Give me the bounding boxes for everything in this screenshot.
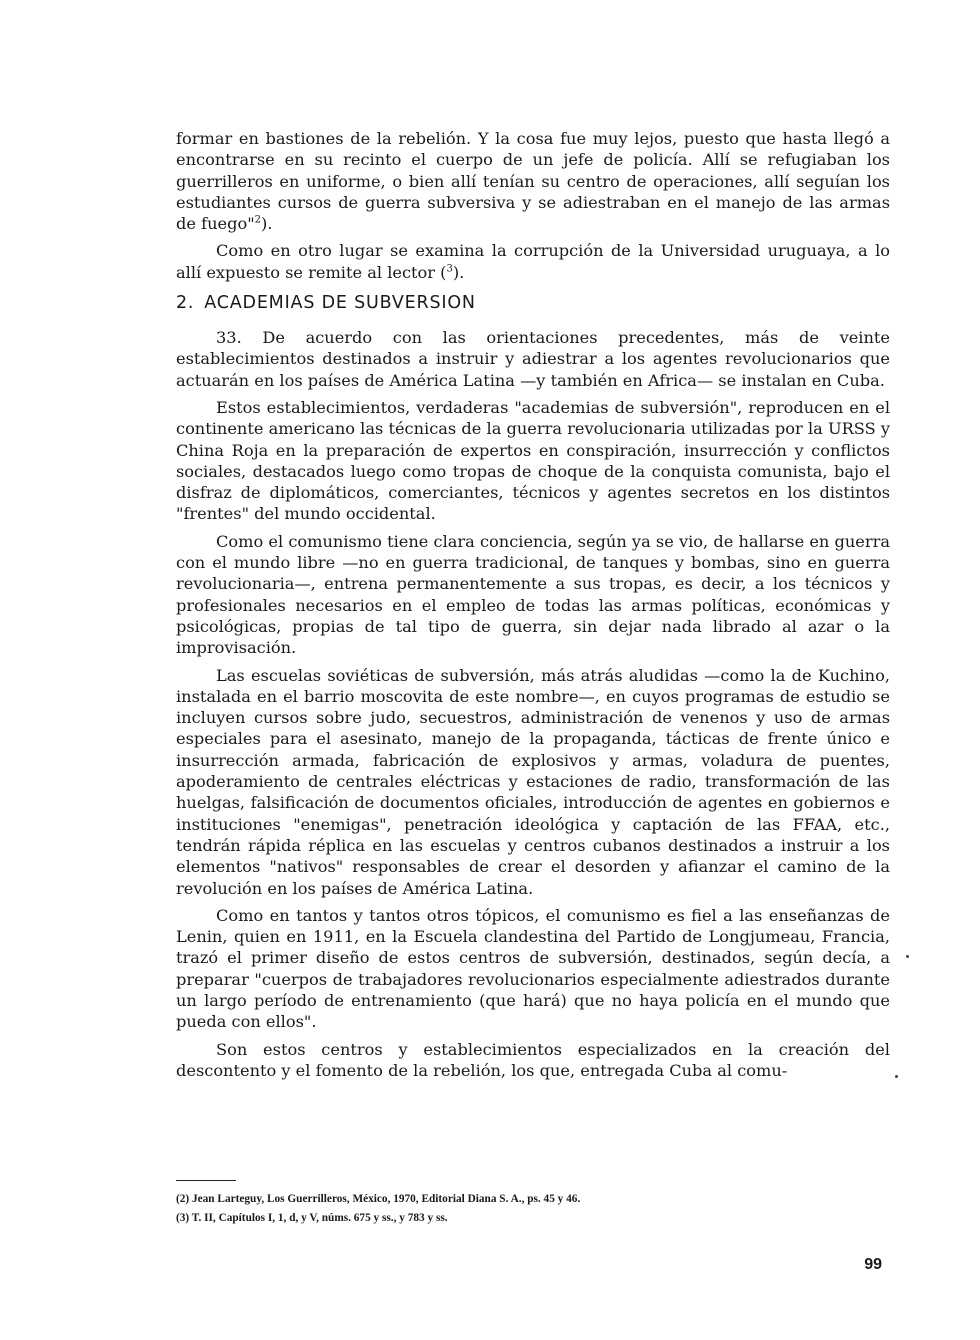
footnote-rule xyxy=(176,1180,236,1181)
footnote: (2) Jean Larteguy, Los Guerrilleros, México, 1970, Editorial Diana S. A., ps. 45 y 46. xyxy=(176,1193,581,1205)
footnote: (3) T. II, Capítulos I, 1, d, y V, núms. 675 y ss., y 783 y ss. xyxy=(176,1212,448,1224)
paragraph: Como en tantos y tantos otros tópicos, el comunismo es fiel a las enseñanzas de Lenin, quien en 1911, en la Escuela clandestina del Partido de Longjumeau, Francia, trazó el primer diseño de estos centros de subversión, destinados, según decía, a preparar "cuerpos de trabajadores revolucionarios especialmente adiestrados durante un largo período de entrenamiento (que hará) que no haya policía en el mundo que pueda con ellos". xyxy=(176,905,890,1032)
paragraph-text: formar en bastiones de la rebelión. Y la cosa fue muy lejos, puesto que hasta llegó a encontrarse en su recinto el cuerpo de un jefe de policía. Allí se refugiaban los guerrilleros en uniforme, o bien allí tenían su centro de operaciones, allí seguían los estudiantes cursos de guerra subversiva y se adiestraban en el manejo de las armas de fuego" xyxy=(176,129,890,234)
page-number: 99 xyxy=(864,1256,882,1273)
paragraph: Estos establecimientos, verdaderas "academias de subversión", reproducen en el continente americano las técnicas de la guerra revolucionaria utilizadas por la URSS y China Roja en la preparación de expertos en conspiración, insurrección y conflictos sociales, destacados luego como tropas de choque de la conquista comunista, bajo el disfraz de diplomáticos, comerciantes, técnicos y agentes secretos en los distintos "frentes" del mundo occidental. xyxy=(176,397,890,524)
section-heading xyxy=(176,293,890,313)
paragraph: Como el comunismo tiene clara conciencia, según ya se vio, de hallarse en guerra con el mundo libre —no en guerra tradicional, de tanques y bombas, sino en guerra revolucionaria—, entrena permanentemente a sus tropas, es decir, a los técnicos y profesionales necesarios en el empleo de todas las armas políticas, económicas y psicológicas, propias de tal tipo de guerra, sin dejar nada librado al azar o la improvisación. xyxy=(176,531,890,658)
section-number: 2. xyxy=(176,293,195,314)
section-title: ACADEMIAS DE SUBVERSION xyxy=(204,293,476,314)
scan-speck xyxy=(906,955,909,958)
page-body xyxy=(176,128,890,1081)
scan-speck xyxy=(895,1075,898,1078)
paragraph-continued: formar en bastiones de la rebelión. Y la cosa fue muy lejos, puesto que hasta llegó a encontrarse en su recinto el cuerpo de un jefe de policía. Allí se refugiaban los guerrilleros en uniforme, o bien allí tenían su centro de operaciones, allí seguían los estudiantes cursos de guerra subversiva y se adiestraban en el manejo de las armas de fuego"$^2$). xyxy=(176,129,890,234)
paragraph: Son estos centros y establecimientos especializados en la creación del descontento y el fomento de la rebelión, los que, entregada Cuba al comu- xyxy=(176,1039,890,1080)
footnote-ref: 2 xyxy=(254,214,262,226)
footnotes xyxy=(176,1190,890,1228)
footnote-ref: 3 xyxy=(446,263,453,275)
paragraph: 33. De acuerdo con las orientaciones precedentes, más de veinte establecimientos destinados a instruir y adiestrar a los agentes revolucionarios que actuarán en los países de América Latina —y también en Africa— se instalan en Cuba. xyxy=(176,328,890,390)
paragraph: Las escuelas soviéticas de subversión, más atrás aludidas —como la de Kuchino, instalada en el barrio moscovita de este nombre—, en cuyos programas de estudio se incluyen cursos sobre judo, secuestros, administración de venenos y uso de armas especiales para el asesinato, manejo de la propaganda, tácticas de frente único e insurrección armada, fabricación de explosivos y armas, voladura de puentes, apoderamiento de centrales eléctricas y estaciones de radio, transformación de las huelgas, falsificación de documentos oficiales, introducción de agentes en gobiernos e instituciones "enemigas", penetración ideológica y captación de las FFAA, etc., tendrán rápida réplica en las escuelas y centros cubanos destinados a instruir a los elementos "nativos" responsables de crear el desorden y afianzar el camino de la revolución en los países de América Latina. xyxy=(176,665,890,898)
paragraph: Como en otro lugar se examina la corrupción de la Universidad uruguaya, a lo allí expuesto se remite al lector ($^3$). xyxy=(176,241,890,282)
paragraph-text: Como en otro lugar se examina la corrupción de la Universidad uruguaya, a lo allí expuesto se remite al lector xyxy=(176,241,890,282)
